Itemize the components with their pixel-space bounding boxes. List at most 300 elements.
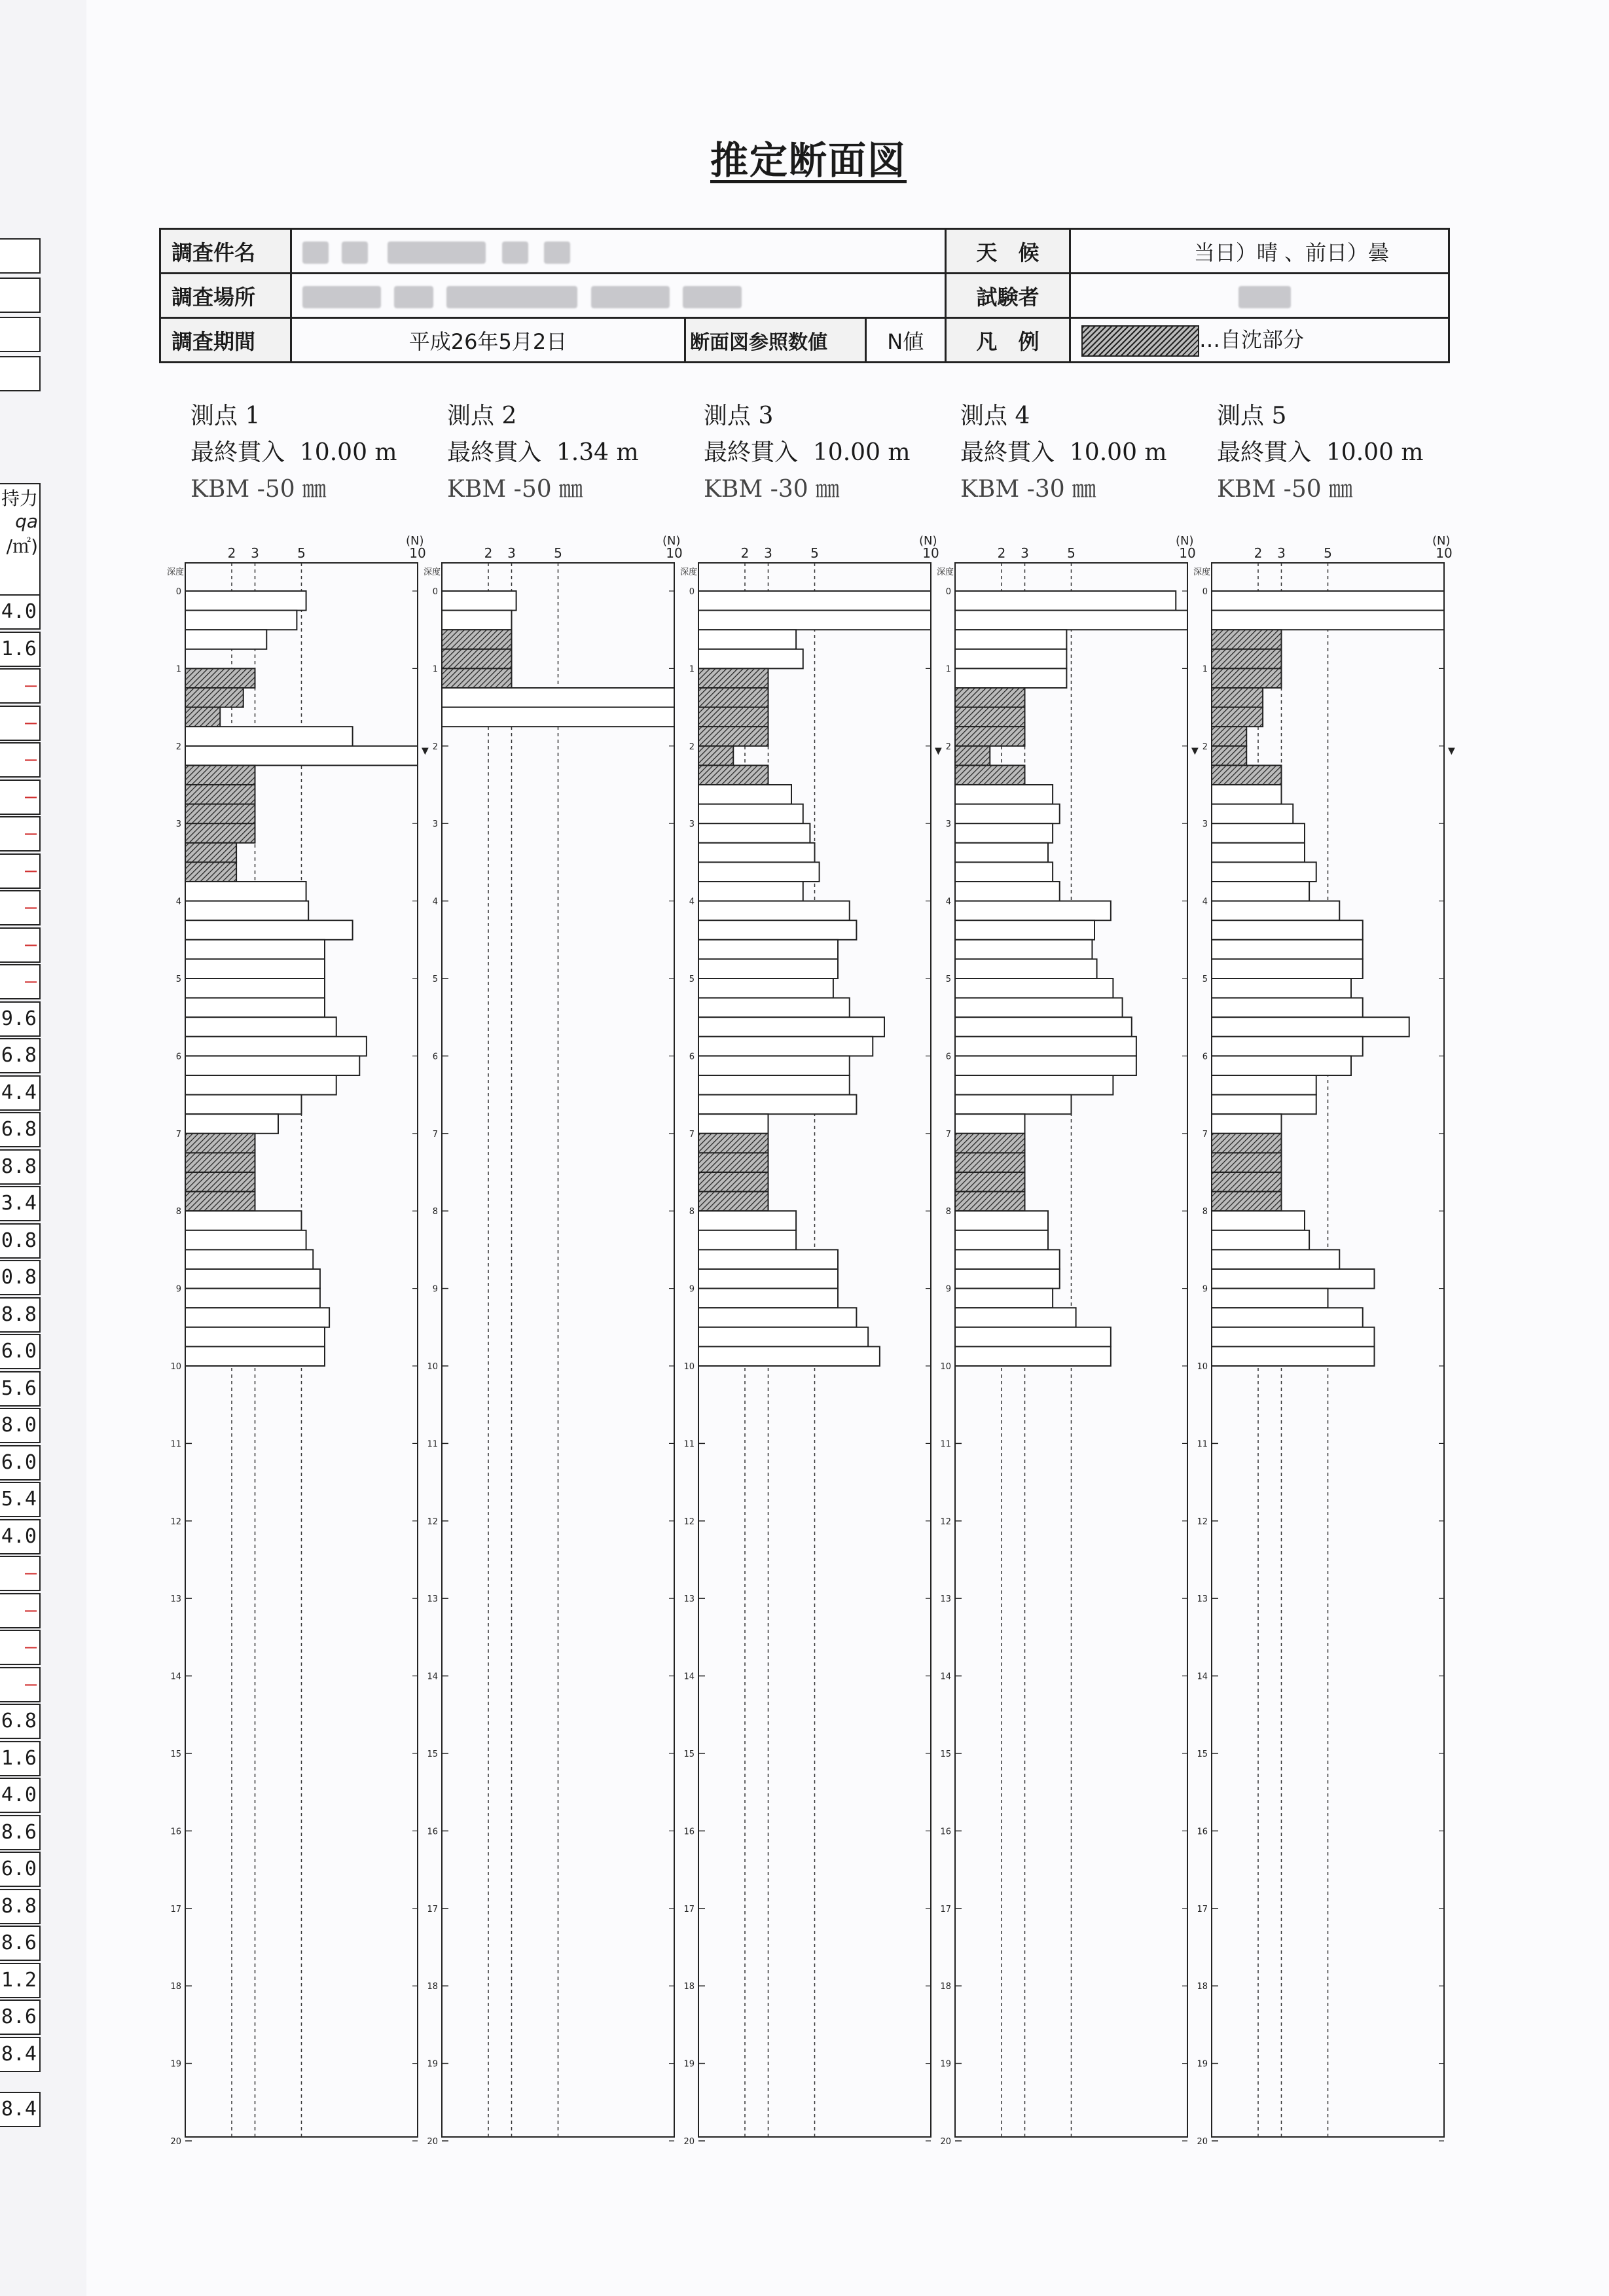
depth-tick-label: 10 — [1197, 1362, 1208, 1372]
n-value-bar — [1212, 1269, 1375, 1289]
adjacent-value-cell: 8.4 — [0, 2037, 41, 2072]
n-value-bar — [185, 882, 306, 901]
n-value-bar — [185, 1289, 320, 1308]
depth-tick-label: 10 — [427, 1362, 438, 1372]
self-sinking-bar — [1212, 630, 1282, 649]
n-value-bar — [955, 804, 1060, 824]
depth-tick-label: 14 — [1197, 1672, 1208, 1682]
self-sinking-bar — [442, 630, 512, 649]
water-level-marker: ▼ — [1191, 745, 1199, 757]
depth-tick-label: 8 — [945, 1207, 951, 1217]
depth-tick-label: 20 — [683, 2137, 695, 2147]
weather-value: 当日）晴 、前日）曇 — [1070, 229, 1449, 274]
depth-tick-label: 16 — [940, 1827, 951, 1837]
n-value-bar — [185, 611, 297, 630]
section-chart-svg — [679, 530, 950, 2157]
depth-tick-label: 17 — [170, 1904, 181, 1914]
depth-tick-label: 2 — [945, 742, 951, 752]
depth-tick-label: 11 — [683, 1439, 695, 1450]
n-value-bar — [1212, 1056, 1351, 1075]
final-penetration-value: 10.00 m — [1326, 439, 1424, 466]
n-value-bar — [955, 978, 1113, 998]
self-sinking-bar — [185, 688, 244, 708]
self-sinking-bar — [698, 1192, 768, 1211]
n-value-bar — [185, 1017, 336, 1037]
depth-tick-label: 13 — [940, 1594, 951, 1605]
water-level-marker: ▼ — [422, 745, 429, 757]
n-value-bar — [185, 726, 353, 746]
n-value-bar — [1212, 1289, 1328, 1308]
depth-tick-label: 2 — [175, 742, 181, 752]
ref-value-label: 断面図参照数値 — [685, 318, 866, 363]
depth-tick-label: 6 — [175, 1052, 181, 1062]
n-value-bar — [1212, 1249, 1339, 1269]
adjacent-value-cell: 8.0 — [0, 1408, 41, 1443]
n-value-bar — [955, 785, 1053, 804]
n-value-bar — [698, 1249, 838, 1269]
n-value-bar — [955, 1230, 1048, 1250]
adjacent-value-cell: – — [0, 742, 41, 778]
n-value-bar — [955, 920, 1094, 940]
n-value-bar — [1212, 920, 1363, 940]
self-sinking-bar — [185, 785, 255, 804]
depth-tick-label: 5 — [945, 975, 951, 984]
n-value-bar — [185, 1095, 302, 1115]
x-tick-label: 2 — [227, 545, 236, 561]
n-value-bar — [1212, 1075, 1316, 1095]
depth-tick-label: 19 — [1197, 2059, 1208, 2070]
depth-tick-label: 4 — [689, 897, 695, 907]
water-level-marker: ▼ — [1448, 745, 1455, 757]
n-value-bar — [1212, 998, 1363, 1018]
adjacent-value-cell: 6.0 — [0, 1445, 41, 1480]
adjacent-value-cell: 1.2 — [0, 1963, 41, 1998]
n-value-bar — [1212, 591, 1444, 611]
n-value-bar — [955, 1114, 1025, 1134]
depth-tick-label: 13 — [427, 1594, 438, 1605]
x-tick-label: 3 — [764, 545, 772, 561]
self-sinking-bar — [698, 1153, 768, 1172]
station-name: 測点 1 — [190, 403, 261, 429]
n-value-bar — [955, 882, 1060, 901]
legend-value — [1070, 318, 1449, 363]
x-tick-label: 10 — [922, 545, 939, 561]
final-penetration — [960, 435, 1167, 471]
n-value-bar — [955, 611, 1187, 630]
adjacent-value-cell: 6.0 — [0, 1852, 41, 1887]
depth-tick-label: 9 — [175, 1284, 181, 1295]
n-value-bar — [698, 630, 796, 649]
depth-tick-label: 20 — [427, 2137, 438, 2147]
station-chart — [166, 530, 437, 2159]
n-value-bar — [442, 591, 516, 611]
self-sinking-bar — [955, 688, 1025, 708]
n-value-bar — [185, 901, 308, 921]
depth-tick-label: 6 — [689, 1052, 695, 1062]
self-sinking-bar — [1212, 765, 1282, 785]
station-header — [1217, 398, 1424, 508]
depth-tick-label: 6 — [1202, 1052, 1208, 1062]
n-value-bar — [955, 998, 1123, 1018]
x-tick-label: 5 — [554, 545, 562, 561]
depth-tick-label: 14 — [170, 1672, 181, 1682]
adjacent-value-cell: – — [0, 706, 41, 741]
x-tick-label: 10 — [1436, 545, 1453, 561]
self-sinking-bar — [955, 1172, 1025, 1192]
n-value-bar — [698, 1289, 838, 1308]
x-unit-label: (N) — [662, 534, 681, 548]
depth-tick-label: 1 — [945, 664, 951, 675]
depth-tick-label: 19 — [940, 2059, 951, 2070]
adjacent-value-cell: 8.6 — [0, 1815, 41, 1850]
adjacent-value-cell: – — [0, 890, 41, 925]
n-value-bar — [1212, 901, 1339, 921]
depth-tick-label: 2 — [689, 742, 695, 752]
depth-tick-label: 8 — [1202, 1207, 1208, 1217]
kbm-value: KBM -50 ㎜ — [447, 476, 583, 503]
adjacent-value-cell: 5.4 — [0, 1482, 41, 1517]
x-unit-label: (N) — [1176, 534, 1194, 548]
depth-tick-label: 0 — [432, 587, 438, 597]
x-tick-label: 3 — [251, 545, 259, 561]
depth-tick-label: 19 — [427, 2059, 438, 2070]
n-value-bar — [698, 611, 931, 630]
depth-tick-label: 3 — [1202, 819, 1208, 830]
section-chart-svg — [166, 530, 437, 2157]
bearing-capacity-header — [0, 483, 41, 598]
n-value-bar — [1212, 1211, 1305, 1230]
adjacent-value-cell: 1.6 — [0, 632, 41, 667]
n-value-bar — [1212, 1346, 1375, 1366]
final-penetration-value: 10.00 m — [299, 439, 397, 466]
n-value-bar — [1212, 1230, 1309, 1250]
header-line: /㎡) — [6, 535, 38, 557]
depth-tick-label: 16 — [427, 1827, 438, 1837]
adjacent-value-cell: 8.8 — [0, 1297, 41, 1333]
n-value-bar — [698, 1230, 796, 1250]
depth-tick-label: 6 — [432, 1052, 438, 1062]
self-sinking-bar — [698, 746, 733, 766]
depth-axis-label: 深度 — [424, 567, 441, 577]
self-sinking-bar — [1212, 649, 1282, 669]
adjacent-value-cell: – — [0, 1667, 41, 1702]
adjacent-value-cell: 8.8 — [0, 1889, 41, 1924]
depth-tick-label: 17 — [683, 1904, 695, 1914]
n-value-bar — [185, 1037, 367, 1056]
adjacent-value-cell: 1.6 — [0, 1741, 41, 1776]
depth-tick-label: 3 — [689, 819, 695, 830]
n-value-bar — [698, 920, 856, 940]
n-value-bar — [185, 1114, 278, 1134]
n-value-bar — [185, 1327, 325, 1347]
n-value-bar — [955, 1269, 1060, 1289]
depth-tick-label: 15 — [1197, 1749, 1208, 1759]
self-sinking-bar — [1212, 1153, 1282, 1172]
n-value-bar — [698, 959, 838, 978]
n-value-bar — [442, 611, 512, 630]
depth-tick-label: 7 — [945, 1129, 951, 1139]
depth-tick-label: 18 — [683, 1982, 695, 1992]
n-value-bar — [185, 1230, 306, 1250]
depth-tick-label: 16 — [683, 1827, 695, 1837]
depth-tick-label: 4 — [1202, 897, 1208, 907]
weather-label: 天 候 — [946, 229, 1070, 274]
adjacent-value-cell: – — [0, 964, 41, 999]
station-header — [447, 398, 639, 508]
self-sinking-bar — [185, 708, 220, 727]
self-sinking-bar — [698, 708, 768, 727]
self-sinking-bar — [185, 843, 236, 863]
n-value-bar — [185, 1249, 313, 1269]
self-sinking-bar — [185, 1172, 255, 1192]
depth-tick-label: 13 — [1197, 1594, 1208, 1605]
adjacent-value-cell: 4.0 — [0, 1778, 41, 1813]
depth-tick-label: 20 — [1197, 2137, 1208, 2147]
depth-tick-label: 9 — [689, 1284, 695, 1295]
station-name: 測点 2 — [447, 403, 517, 429]
n-value-bar — [955, 1017, 1132, 1037]
self-sinking-bar — [185, 823, 255, 843]
station-name: 測点 5 — [1217, 403, 1287, 429]
depth-tick-label: 1 — [432, 664, 438, 675]
n-value-bar — [698, 1211, 796, 1230]
adjacent-value-cell: 4.4 — [0, 1075, 41, 1111]
depth-tick-label: 14 — [683, 1672, 695, 1682]
depth-tick-label: 12 — [683, 1516, 695, 1527]
depth-tick-label: 7 — [1202, 1129, 1208, 1139]
depth-tick-label: 19 — [683, 2059, 695, 2070]
self-sinking-bar — [185, 804, 255, 824]
legend-label: 凡 例 — [946, 318, 1070, 363]
self-sinking-swatch — [1081, 325, 1199, 357]
adjacent-value-cell: – — [0, 780, 41, 815]
depth-tick-label: 1 — [1202, 664, 1208, 675]
final-penetration — [704, 435, 911, 471]
n-value-bar — [698, 1037, 873, 1056]
n-value-bar — [698, 804, 803, 824]
n-value-bar — [698, 998, 850, 1018]
self-sinking-bar — [698, 726, 768, 746]
x-tick-label: 5 — [1324, 545, 1332, 561]
depth-tick-label: 11 — [427, 1439, 438, 1450]
depth-tick-label: 5 — [689, 975, 695, 984]
n-value-bar — [185, 1056, 359, 1075]
depth-tick-label: 12 — [1197, 1516, 1208, 1527]
n-value-bar — [698, 1017, 884, 1037]
n-value-bar — [698, 1056, 850, 1075]
self-sinking-bar — [698, 765, 768, 785]
adjacent-page-strip — [0, 0, 86, 2296]
n-value-bar — [955, 823, 1053, 843]
n-value-bar — [185, 959, 325, 978]
n-value-bar — [698, 649, 803, 669]
depth-tick-label: 10 — [170, 1362, 181, 1372]
depth-tick-label: 17 — [1197, 1904, 1208, 1914]
depth-tick-label: 11 — [170, 1439, 181, 1450]
depth-tick-label: 5 — [432, 975, 438, 984]
n-value-bar — [955, 630, 1066, 649]
adjacent-value-cell: 5.6 — [0, 1371, 41, 1407]
depth-tick-label: 15 — [427, 1749, 438, 1759]
adjacent-value-cell: – — [0, 816, 41, 852]
ref-value: N値 — [865, 318, 945, 363]
section-chart-svg — [1192, 530, 1464, 2157]
adjacent-value-cell: 6.8 — [0, 1112, 41, 1147]
n-value-bar — [1212, 978, 1351, 998]
self-sinking-bar — [955, 1134, 1025, 1153]
section-chart-svg — [935, 530, 1207, 2157]
adjacent-value-cell: 0.8 — [0, 1260, 41, 1295]
depth-tick-label: 1 — [175, 664, 181, 675]
kbm-value: KBM -30 ㎜ — [960, 476, 1096, 503]
depth-tick-label: 20 — [940, 2137, 951, 2147]
header-line: 持力 — [1, 488, 38, 509]
adjacent-value-cell: 4.0 — [0, 594, 41, 630]
n-value-bar — [1212, 1095, 1316, 1115]
self-sinking-bar — [955, 1153, 1025, 1172]
final-penetration — [190, 435, 397, 471]
adjacent-value-cell — [0, 238, 41, 274]
depth-tick-label: 3 — [432, 819, 438, 830]
station-name: 測点 3 — [704, 403, 774, 429]
n-value-bar — [698, 1269, 838, 1289]
n-value-bar — [955, 649, 1066, 669]
n-value-bar — [698, 1327, 868, 1347]
n-value-bar — [698, 843, 815, 863]
n-value-bar — [955, 940, 1092, 960]
adjacent-value-cell: 8.8 — [0, 1149, 41, 1185]
self-sinking-bar — [1212, 668, 1282, 688]
final-penetration — [1217, 435, 1424, 471]
n-value-bar — [698, 823, 810, 843]
depth-tick-label: 11 — [940, 1439, 951, 1450]
n-value-bar — [1212, 804, 1293, 824]
n-value-bar — [698, 862, 820, 882]
n-value-bar — [698, 591, 931, 611]
n-value-bar — [1212, 959, 1363, 978]
n-value-bar — [698, 1095, 856, 1115]
x-tick-label: 10 — [666, 545, 683, 561]
depth-tick-label: 5 — [1202, 975, 1208, 984]
n-value-bar — [955, 591, 1176, 611]
depth-tick-label: 18 — [427, 1982, 438, 1992]
station-chart — [1192, 530, 1464, 2159]
final-penetration — [447, 435, 639, 471]
self-sinking-bar — [1212, 708, 1263, 727]
self-sinking-bar — [185, 1134, 255, 1153]
n-value-bar — [955, 901, 1111, 921]
page-title: 推定断面図 — [710, 138, 907, 183]
legend-text: …自沈部分 — [1199, 327, 1305, 352]
n-value-bar — [698, 940, 838, 960]
n-value-bar — [955, 959, 1097, 978]
x-tick-label: 5 — [1067, 545, 1076, 561]
depth-tick-label: 16 — [170, 1827, 181, 1837]
self-sinking-bar — [1212, 1134, 1282, 1153]
n-value-bar — [698, 978, 833, 998]
n-value-bar — [185, 1075, 336, 1095]
self-sinking-bar — [698, 688, 768, 708]
station-header — [190, 398, 397, 508]
depth-tick-label: 14 — [427, 1672, 438, 1682]
n-value-bar — [955, 1095, 1072, 1115]
n-value-bar — [442, 708, 674, 727]
depth-tick-label: 5 — [175, 975, 181, 984]
depth-tick-label: 3 — [175, 819, 181, 830]
kbm-value: KBM -30 ㎜ — [704, 476, 840, 503]
final-penetration-value: 1.34 m — [556, 439, 639, 466]
adjacent-value-cell: 9.6 — [0, 1001, 41, 1037]
depth-tick-label: 14 — [940, 1672, 951, 1682]
period-label: 調査期間 — [160, 318, 291, 363]
adjacent-value-cell: 6.0 — [0, 1334, 41, 1369]
n-value-bar — [955, 843, 1048, 863]
n-value-bar — [1212, 823, 1305, 843]
adjacent-value-cell: 8.4 — [0, 2092, 41, 2127]
n-value-bar — [1212, 1327, 1375, 1347]
n-value-bar — [698, 1346, 880, 1366]
depth-tick-label: 2 — [432, 742, 438, 752]
depth-axis-label: 深度 — [1193, 567, 1211, 577]
tester-value — [1070, 274, 1449, 318]
n-value-bar — [185, 920, 353, 940]
adjacent-value-cell: 4.0 — [0, 1519, 41, 1554]
n-value-bar — [955, 1308, 1076, 1327]
self-sinking-bar — [185, 1192, 255, 1211]
kbm-value: KBM -50 ㎜ — [1217, 476, 1353, 503]
depth-tick-label: 7 — [175, 1129, 181, 1139]
depth-tick-label: 6 — [945, 1052, 951, 1062]
self-sinking-bar — [698, 668, 768, 688]
section-chart-svg — [422, 530, 694, 2157]
n-value-bar — [185, 1346, 325, 1366]
adjacent-value-cell — [0, 356, 41, 391]
x-tick-label: 5 — [810, 545, 819, 561]
n-value-bar — [1212, 882, 1309, 901]
depth-tick-label: 1 — [689, 664, 695, 675]
depth-tick-label: 7 — [689, 1129, 695, 1139]
depth-tick-label: 9 — [432, 1284, 438, 1295]
survey-info-table — [159, 228, 1450, 363]
depth-tick-label: 4 — [175, 897, 181, 907]
depth-tick-label: 12 — [170, 1516, 181, 1527]
depth-tick-label: 17 — [940, 1904, 951, 1914]
depth-tick-label: 9 — [945, 1284, 951, 1295]
depth-tick-label: 4 — [432, 897, 438, 907]
adjacent-value-cell: 8.6 — [0, 2000, 41, 2035]
self-sinking-bar — [1212, 1172, 1282, 1192]
depth-tick-label: 0 — [175, 587, 181, 597]
depth-tick-label: 8 — [689, 1207, 695, 1217]
self-sinking-bar — [1212, 688, 1263, 708]
n-value-bar — [1212, 940, 1363, 960]
n-value-bar — [1212, 862, 1316, 882]
adjacent-value-cell: – — [0, 927, 41, 963]
n-value-bar — [185, 746, 418, 766]
n-value-bar — [1212, 785, 1282, 804]
final-penetration-label: 最終貫入 — [704, 439, 799, 466]
n-value-bar — [185, 978, 325, 998]
depth-tick-label: 3 — [945, 819, 951, 830]
n-value-bar — [185, 998, 325, 1018]
x-tick-label: 2 — [997, 545, 1006, 561]
adjacent-value-cell — [0, 278, 41, 313]
n-value-bar — [955, 1056, 1136, 1075]
n-value-bar — [698, 785, 791, 804]
n-value-bar — [698, 882, 803, 901]
x-tick-label: 3 — [507, 545, 516, 561]
x-tick-label: 2 — [740, 545, 750, 561]
